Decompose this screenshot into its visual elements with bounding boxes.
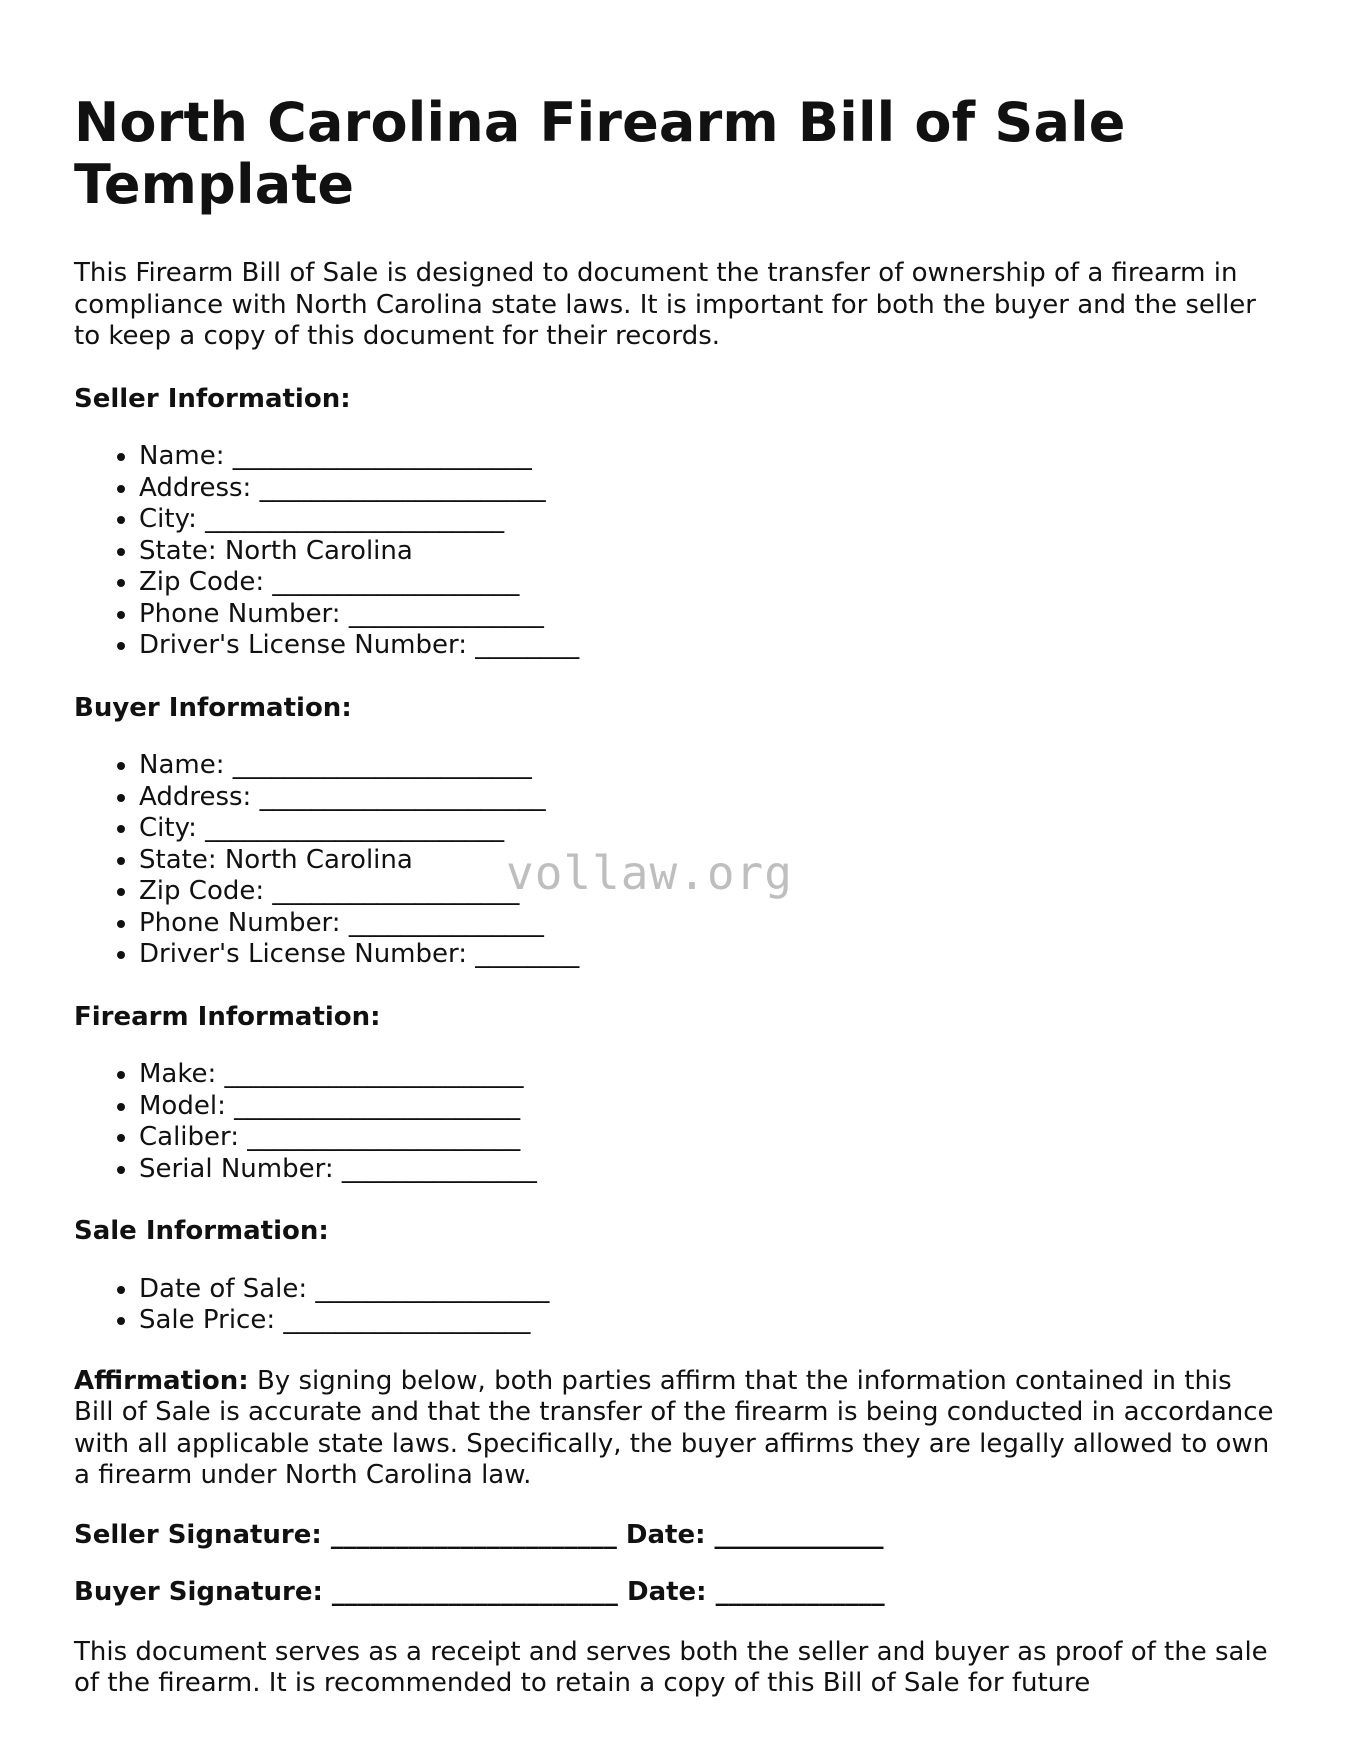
buyer-heading: Buyer Information:: [74, 692, 352, 723]
sale-heading: Sale Information:: [74, 1216, 329, 1246]
affirmation-text: By signing below, both parties affirm that the information contained in this Bill of Sale is accurate and that the transfer of the firearm is being conducted in accordance with all applicable state laws. Specifically, the buyer affirms they are legally allowed to own a firearm under North Carolina law.: [74, 1365, 1274, 1490]
seller-heading: Seller Information:: [74, 383, 351, 414]
firearm-serial-field: • Serial Number: _______________: [139, 1154, 1274, 1186]
seller-name-field: • Name: _______________________: [139, 441, 1274, 473]
affirmation-paragraph: [74, 1366, 1274, 1492]
buyer-phone-field: • Phone Number: _______________: [139, 908, 1274, 940]
firearm-model-field: • Model: ______________________: [139, 1091, 1274, 1123]
firearm-heading: Firearm Information:: [74, 1001, 381, 1032]
sale-price-field: • Sale Price: ___________________: [139, 1305, 1274, 1337]
intro-paragraph: This Firearm Bill of Sale is designed to document the transfer of ownership of a firearm in compliance with North Carolina state laws. It is important for both the buyer and the seller to keep a copy of this document for their records.: [74, 258, 1256, 351]
watermark: vollaw.org: [506, 846, 793, 900]
firearm-field-list: [74, 1059, 1274, 1185]
seller-state-field: • State: North Carolina: [139, 536, 1274, 568]
buyer-license-field: • Driver's License Number: ________: [139, 939, 1274, 971]
sale-date-field: • Date of Sale: __________________: [139, 1274, 1274, 1306]
buyer-signature-line: Buyer Signature: ______________________ Date: _____________: [74, 1577, 885, 1607]
closing-paragraph: This document serves as a receipt and serves both the seller and buyer as proof of the sale of the firearm. It is recommended to retain a copy of this Bill of Sale for future: [74, 1636, 1268, 1698]
firearm-caliber-field: • Caliber: _____________________: [139, 1122, 1274, 1154]
buyer-state-field: • State: North Carolina: [139, 845, 1274, 877]
seller-phone-field: • Phone Number: _______________: [139, 599, 1274, 631]
seller-city-field: • City: _______________________: [139, 504, 1274, 536]
affirmation-lead: Affirmation:: [74, 1365, 249, 1396]
buyer-zip-field: • Zip Code: ___________________: [139, 876, 1274, 908]
seller-signature-line: Seller Signature: ______________________ Date: _____________: [74, 1519, 884, 1550]
buyer-city-field: • City: _______________________: [139, 813, 1274, 845]
seller-field-list: [74, 441, 1274, 662]
seller-zip-field: • Zip Code: ___________________: [139, 567, 1274, 599]
seller-address-field: • Address: ______________________: [139, 473, 1274, 505]
page-title: North Carolina Firearm Bill of Sale Template: [74, 91, 1126, 216]
buyer-address-field: • Address: ______________________: [139, 782, 1274, 814]
sale-field-list: [74, 1274, 1274, 1337]
buyer-name-field: • Name: _______________________: [139, 750, 1274, 782]
firearm-make-field: • Make: _______________________: [139, 1059, 1274, 1091]
seller-license-field: • Driver's License Number: ________: [139, 630, 1274, 662]
